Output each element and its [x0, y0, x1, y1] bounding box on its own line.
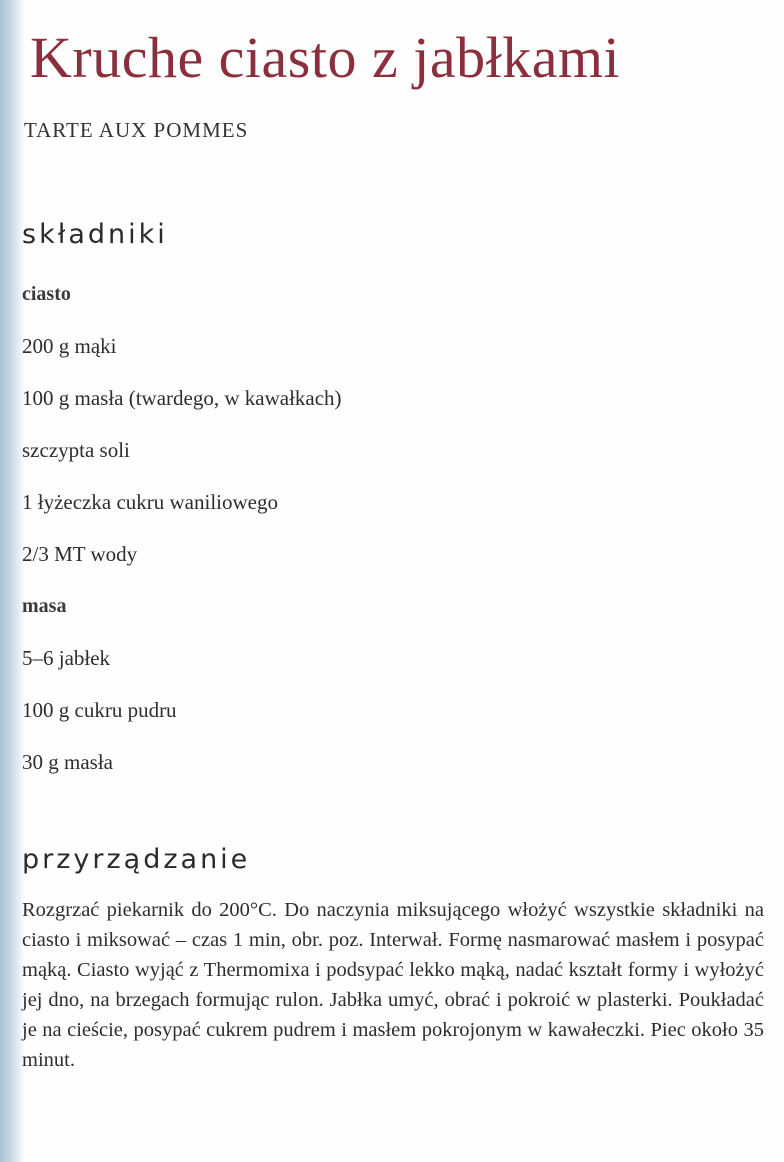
ingredient-item: 30 g masła [22, 750, 113, 774]
ingredients-heading: składniki [22, 219, 168, 250]
ingredient-item: szczypta soli [22, 438, 130, 462]
ingredients-list [22, 274, 722, 794]
ingredient-group-label: masa [22, 595, 67, 617]
ingredient-item: 5–6 jabłek [22, 646, 111, 670]
recipe-page [22, 0, 772, 1162]
preparation-heading: przyrządzanie [22, 844, 251, 875]
recipe-subtitle: TARTE AUX POMMES [24, 118, 249, 142]
ingredient-item: 200 g mąki [22, 334, 117, 358]
ingredient-item: 100 g cukru pudru [22, 698, 177, 722]
ingredient-group-label: ciasto [22, 283, 71, 305]
book-spine-shadow [0, 0, 24, 1162]
ingredient-item: 2/3 MT wody [22, 542, 138, 566]
ingredient-item: 1 łyżeczka cukru waniliowego [22, 490, 278, 514]
preparation-text: Rozgrzać piekarnik do 200°C. Do naczynia miksującego włożyć wszystkie składniki na ciasto i miksować – czas 1 min, obr. poz. Interwał. Formę nasmarować masłem i posypać mąką. Ciasto wyjąć z Thermomixa i podsypać lekko mąką, nadać kształt formy i wyłożyć jej dno, na brzegach formując rulon. Jabłka umyć, obrać i pokroić w plasterki. Poukładać je na cieście, posypać cukrem pudrem i masłem pokrojonym w kawałeczki. Piec około 35 minut. [22, 899, 764, 1071]
recipe-title: Kruche ciasto z jabłkami [30, 25, 621, 90]
ingredient-item: 100 g masła (twardego, w kawałkach) [22, 386, 342, 410]
